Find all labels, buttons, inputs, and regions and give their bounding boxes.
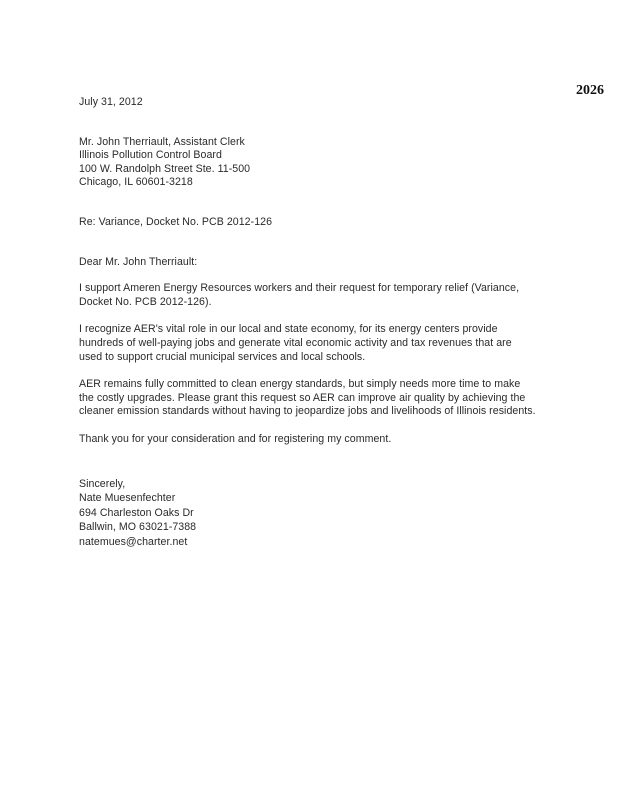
recipient-organization: Illinois Pollution Control Board bbox=[79, 149, 222, 162]
page-number: 2026 bbox=[576, 83, 604, 98]
signature-block bbox=[79, 477, 549, 550]
paragraph-line: I recognize AER's vital role in our local and state economy, for its energy centers provide bbox=[79, 323, 498, 336]
thanks-line: Thank you for your consideration and for registering my comment. bbox=[79, 432, 392, 445]
body-paragraph-1 bbox=[79, 282, 549, 309]
recipient-name-title: Mr. John Therriault, Assistant Clerk bbox=[79, 135, 245, 148]
sender-street: 694 Charleston Oaks Dr bbox=[79, 506, 194, 519]
sender-city-state-zip: Ballwin, MO 63021-7388 bbox=[79, 521, 197, 533]
salutation: Dear Mr. John Therriault: bbox=[79, 255, 198, 268]
body-paragraph-3 bbox=[79, 378, 549, 419]
sender-name: Nate Muesenfechter bbox=[79, 492, 176, 504]
closing: Sincerely, bbox=[79, 477, 126, 490]
sender-email: natemues@charter.net bbox=[79, 535, 188, 548]
paragraph-line: cleaner emission standards without having to jeopardize jobs and livelihoods of Illinois residents. bbox=[79, 405, 536, 418]
paragraph-line: hundreds of well-paying jobs and generate vital economic activity and tax revenues that are bbox=[79, 336, 512, 349]
paragraph-line: the costly upgrades. Please grant this request so AER can improve air quality by achieving the bbox=[79, 391, 526, 404]
re-line: Re: Variance, Docket No. PCB 2012-126 bbox=[79, 215, 273, 228]
letter-date: July 31, 2012 bbox=[79, 96, 143, 108]
recipient-address bbox=[79, 136, 549, 190]
recipient-city-state-zip: Chicago, IL 60601-3218 bbox=[79, 176, 193, 189]
paragraph-line: used to support crucial municipal services and local schools. bbox=[79, 350, 366, 363]
paragraph-line: Docket No. PCB 2012-126). bbox=[79, 295, 212, 308]
paragraph-line: AER remains fully committed to clean energy standards, but simply needs more time to make bbox=[79, 378, 521, 391]
recipient-street: 100 W. Randolph Street Ste. 11-500 bbox=[79, 162, 251, 175]
paragraph-line: I support Ameren Energy Resources workers and their request for temporary relief (Variance, bbox=[79, 282, 520, 295]
letter-body bbox=[79, 96, 549, 549]
body-paragraph-2 bbox=[79, 323, 549, 364]
